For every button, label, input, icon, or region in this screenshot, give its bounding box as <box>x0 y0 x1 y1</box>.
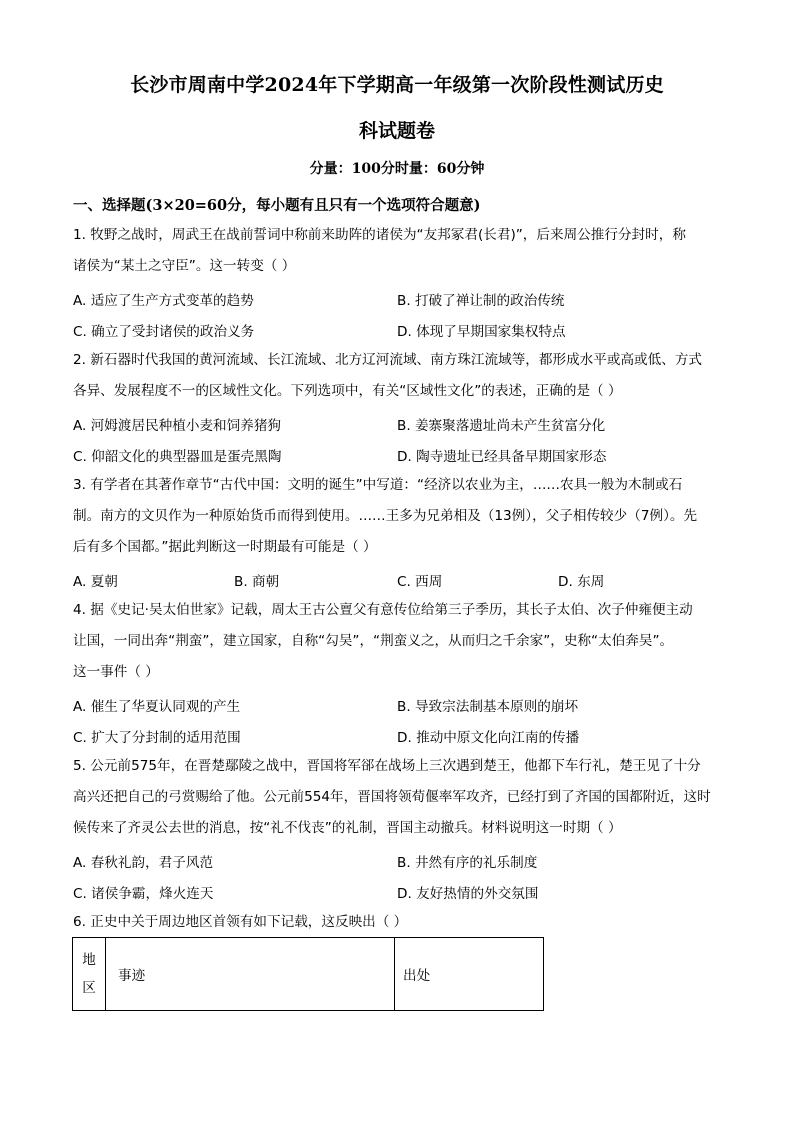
question-line: 诸侯为“某土之守臣”。这一转变（ ） <box>73 258 296 274</box>
question-line: 5. 公元前575年，在晋楚鄢陵之战中，晋国将军郤在战场上三次遇到楚王，他都下车行礼，楚王见了十分 <box>73 758 701 774</box>
question-2-option-c: C. 仰韶文化的典型器皿是蛋壳黑陶 <box>73 449 282 465</box>
table-header-region <box>73 938 106 1011</box>
question-3-option-b: B. 商朝 <box>234 574 280 590</box>
question-4-option-d: D. 推动中原文化向江南的传播 <box>397 730 580 746</box>
question-line: 高兴还把自己的弓赏赐给了他。公元前554年，晋国将领荀偃率军攻齐，已经打到了齐国的国都附近，这时 <box>73 789 711 805</box>
question-1-option-b: B. 打破了禅让制的政治传统 <box>397 293 565 309</box>
question-5-text <box>73 751 723 844</box>
question-1-option-a: A. 适应了生产方式变革的趋势 <box>73 293 254 309</box>
exam-title-line2: 科试题卷 <box>358 120 435 142</box>
question-1-option-c: C. 确立了受封诸侯的政治义务 <box>73 324 255 340</box>
question-line: 各异、发展程度不一的区域性文化。下列选项中，有关“区域性文化”的表述，正确的是（ ） <box>73 383 622 399</box>
question-5-option-b: B. 井然有序的礼乐制度 <box>397 855 538 871</box>
question-2-option-a: A. 河姆渡居民种植小麦和饲养猪狗 <box>73 418 282 434</box>
question-1-text <box>73 220 723 282</box>
table-header-source: 出处 <box>395 938 544 1011</box>
question-line: 候传来了齐灵公去世的消息，按“礼不伐丧”的礼制，晋国主动撤兵。材料说明这一时期（ ） <box>73 820 622 836</box>
exam-title-line1: 长沙市周南中学2024年下学期高一年级第一次阶段性测试历史 <box>130 74 664 96</box>
table-header-deeds: 事迹 <box>106 938 395 1011</box>
question-3-text <box>73 470 723 563</box>
question-2-option-b: B. 姜寨聚落遗址尚未产生贫富分化 <box>397 418 606 434</box>
question-line: 让国，一同出奔“荆蛮”，建立国家，自称“勾吴”，“荆蛮义之，从而归之千余家”，史称“太伯奔吴”。 <box>73 633 674 649</box>
question-4-option-a: A. 催生了华夏认同观的产生 <box>73 699 241 715</box>
question-line: 6. 正史中关于周边地区首领有如下记载，这反映出（ ） <box>73 914 408 930</box>
question-line: 后有多个国都。”据此判断这一时期最有可能是（ ） <box>73 539 377 555</box>
question-1-option-d: D. 体现了早期国家集权特点 <box>397 324 566 340</box>
question-3-option-c: C. 西周 <box>397 574 443 590</box>
question-4-text <box>73 595 723 688</box>
question-3-option-a: A. 夏朝 <box>73 574 118 590</box>
section-heading: 一、选择题(3×20=60分，每小题有且只有一个选项符合题意) <box>73 197 481 214</box>
header-text: 地区 <box>82 952 96 996</box>
question-4-option-b: B. 导致宗法制基本原则的崩坏 <box>397 699 579 715</box>
question-2-option-d: D. 陶寺遗址已经具备早期国家形态 <box>397 449 607 465</box>
question-line: 制。南方的文贝作为一种原始货币而得到使用。……王多为兄弟相及（13例），父子相传较少（7例）。先 <box>73 508 698 524</box>
table-header-row <box>73 938 544 1011</box>
question-3-option-d: D. 东周 <box>558 574 605 590</box>
question-line: 1. 牧野之战时，周武王在战前誓词中称前来助阵的诸侯为“友邦冢君(长君)”，后来周公推行分封时，称 <box>73 227 686 243</box>
question-line: 这一事件（ ） <box>73 664 159 680</box>
question-line: 3. 有学者在其著作章节“古代中国：文明的诞生”中写道：“经济以农业为主，……农具一般为木制或石 <box>73 477 683 493</box>
question-line: 2. 新石器时代我国的黄河流域、长江流域、北方辽河流域、南方珠江流域等，都形成水平或高或低、方式 <box>73 352 703 368</box>
question-5-option-c: C. 诸侯争霸，烽火连天 <box>73 886 214 902</box>
score-time-info: 分量：100分时量：60分钟 <box>309 161 485 177</box>
question-6-text <box>73 907 723 938</box>
question-5-option-a: A. 春秋礼韵，君子风范 <box>73 855 214 871</box>
question-2-text <box>73 345 723 407</box>
question-5-option-d: D. 友好热情的外交氛围 <box>397 886 539 902</box>
question-line: 4. 据《史记·吴太伯世家》记载，周太王古公亶父有意传位给第三子季历，其长子太伯、次子仲雍便主动 <box>73 602 693 618</box>
question-4-option-c: C. 扩大了分封制的适用范围 <box>73 730 241 746</box>
question-6-table <box>72 937 544 1011</box>
